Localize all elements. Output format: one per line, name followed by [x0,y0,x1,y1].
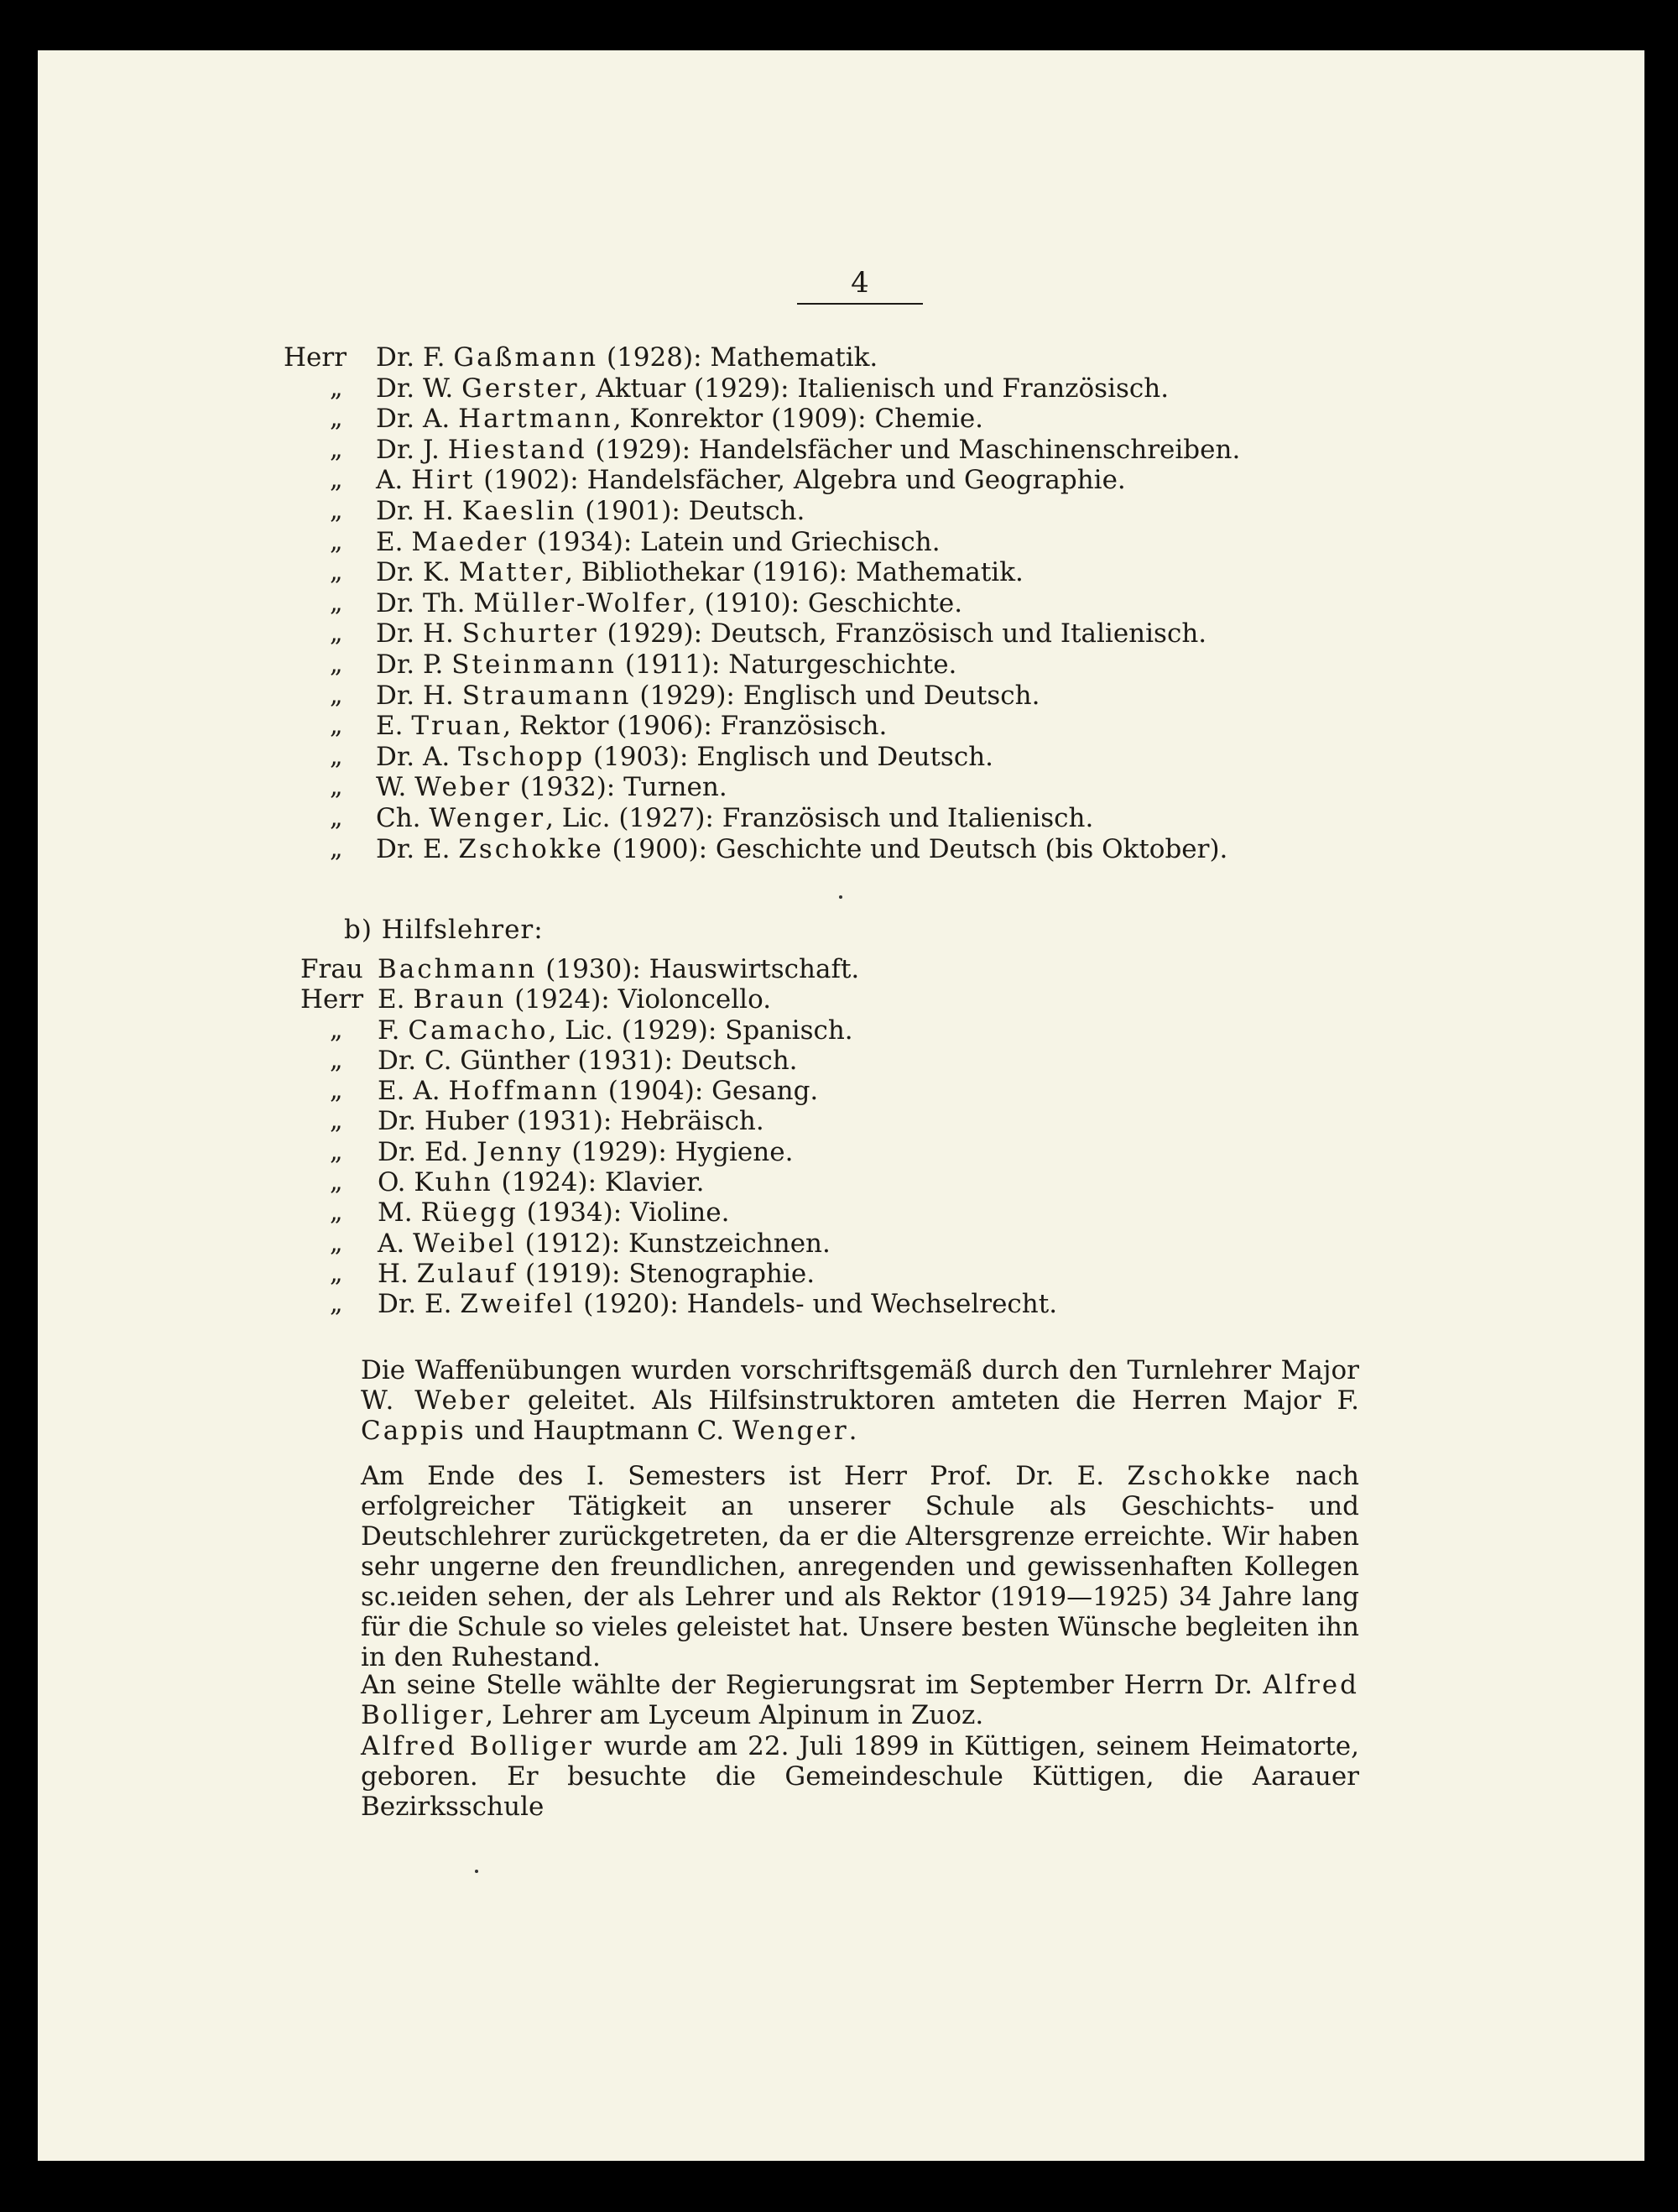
teacher-row [284,618,1374,650]
teacher-entry-text: Dr. K. Matter, Bibliothekar (1916): Mathematik. [376,557,1024,588]
title-prefix: Herr [300,984,364,1015]
teacher-row [284,742,1374,773]
assistant-teacher-row [300,1046,1307,1076]
ditto-mark: „ [330,373,343,403]
teacher-row [284,711,1374,742]
teacher-entry-text: E. A. Hoffmann (1904): Gesang. [378,1076,819,1107]
paragraph-biography: Alfred Bolliger wurde am 22. Juli 1899 in Küttigen, seinem Heimatorte, geboren. Er besuchte die Gemeindeschule Küttigen, die Aarauer Bezirksschule [361,1731,1359,1822]
assistant-teacher-row [300,1259,1307,1289]
assistant-teacher-row [300,1137,1307,1167]
teacher-entry-text: Dr. Huber (1931): Hebräisch. [378,1106,764,1137]
assistant-teacher-row [300,984,1307,1015]
teacher-row [284,834,1374,865]
assistant-teacher-row [300,1015,1307,1046]
ditto-mark: „ [330,649,343,679]
teacher-entry-text: E. Truan, Rektor (1906): Französisch. [376,711,888,742]
teacher-entry-text: W. Weber (1932): Turnen. [376,772,727,803]
teacher-row [284,435,1374,466]
teacher-entry-text: Dr. W. Gerster, Aktuar (1929): Italienisch und Französisch. [376,373,1170,404]
teacher-entry-text: H. Zulauf (1919): Stenographie. [378,1258,816,1289]
teacher-entry-text: Dr. J. Hiestand (1929): Handelsfächer und Maschinenschreiben. [376,434,1241,465]
teacher-row [284,527,1374,558]
teacher-entry-text: Dr. E. Zweifel (1920): Handels- und Wechselrecht. [378,1289,1058,1320]
ditto-mark: „ [330,1045,343,1075]
teacher-entry-text: Dr. H. Schurter (1929): Deutsch, Französisch und Italienisch. [376,618,1207,650]
ditto-mark: „ [330,526,343,556]
teacher-row [284,681,1374,712]
teacher-entry-text: Ch. Wenger, Lic. (1927): Französisch und Italienisch. [376,802,1094,833]
ditto-mark: „ [330,434,343,464]
teacher-row [284,373,1374,404]
ditto-mark: „ [330,1228,343,1258]
ditto-mark: „ [330,1076,343,1106]
teacher-entry-text: M. Rüegg (1934): Violine. [378,1197,730,1229]
title-prefix: Herr [284,342,347,373]
ditto-mark: „ [330,495,343,525]
teacher-entry-text: O. Kuhn (1924): Klavier. [378,1167,705,1198]
ditto-mark: „ [330,1197,343,1228]
ditto-mark: „ [330,680,343,710]
teacher-row [284,803,1374,834]
ditto-mark: „ [330,404,343,434]
page-number-rule [797,303,923,305]
page-number: 4 [851,266,869,300]
assistant-teacher-row [300,954,1307,984]
ditto-mark: „ [330,587,343,618]
teacher-entry-text: F. Camacho, Lic. (1929): Spanisch. [378,1015,853,1046]
assistant-teacher-row [300,1289,1307,1319]
teacher-row [284,772,1374,803]
teacher-entry-text: Dr. H. Kaeslin (1901): Deutsch. [376,495,805,526]
paragraph-successor: An seine Stelle wählte der Regierungsrat im September Herrn Dr. Alfred Bolliger, Lehrer am Lyceum Alpinum in Zuoz. [361,1670,1359,1730]
assistant-teacher-row [300,1197,1307,1228]
teacher-entry-text: Dr. P. Steinmann (1911): Naturgeschichte. [376,649,957,680]
ditto-mark: „ [330,557,343,587]
teacher-entry-text: Dr. Ed. Jenny (1929): Hygiene. [378,1136,794,1167]
ditto-mark: „ [330,465,343,495]
teacher-row [284,588,1374,619]
assistant-teacher-row [300,1106,1307,1136]
teacher-row [284,404,1374,435]
teacher-row [284,557,1374,588]
ditto-mark: „ [330,741,343,771]
ditto-mark: „ [330,711,343,741]
teacher-entry-text: Dr. A. Tschopp (1903): Englisch und Deutsch. [376,741,994,772]
main-teacher-list [284,342,1374,864]
teacher-entry-text: E. Braun (1924): Violoncello. [378,984,772,1015]
teacher-entry-text: Bachmann (1930): Hauswirtschaft. [378,954,860,984]
ditto-mark: „ [330,1136,343,1166]
teacher-entry-text: Dr. Th. Müller-Wolfer, (1910): Geschichte. [376,587,963,618]
ditto-mark: „ [330,772,343,802]
teacher-entry-text: A. Hirt (1902): Handelsfächer, Algebra und Geographie. [376,465,1126,496]
ditto-mark: „ [330,1167,343,1197]
print-speck [475,1870,478,1873]
ditto-mark: „ [330,1289,343,1319]
assistant-teacher-row [300,1229,1307,1259]
ditto-mark: „ [330,1106,343,1136]
teacher-entry-text: Dr. A. Hartmann, Konrektor (1909): Chemie. [376,404,984,435]
assistant-teacher-row [300,1076,1307,1106]
teacher-entry-text: Dr. F. Gaßmann (1928): Mathematik. [376,342,878,373]
assistant-teacher-list [300,954,1307,1320]
teacher-entry-text: Dr. C. Günther (1931): Deutsch. [378,1045,798,1076]
teacher-entry-text: E. Maeder (1934): Latein und Griechisch. [376,526,941,557]
ditto-mark: „ [330,833,343,863]
title-prefix: Frau [300,954,363,984]
ditto-mark: „ [330,802,343,832]
ditto-mark: „ [330,1015,343,1045]
teacher-row [284,650,1374,681]
assistant-teachers-heading: b) Hilfslehrer: [344,915,544,945]
ditto-mark: „ [330,618,343,649]
ditto-mark: „ [330,1258,343,1288]
teacher-row [284,342,1374,373]
teacher-entry-text: Dr. E. Zschokke (1900): Geschichte und Deutsch (bis Oktober). [376,833,1228,864]
teacher-entry-text: A. Weibel (1912): Kunstzeichnen. [378,1228,831,1259]
assistant-teacher-row [300,1167,1307,1197]
teacher-row [284,496,1374,527]
teacher-entry-text: Dr. H. Straumann (1929): Englisch und Deutsch. [376,680,1040,711]
paragraph-retirement: Am Ende des I. Semesters ist Herr Prof. Dr. E. Zschokke nach erfolgreicher Tätigkeit an unserer Schule als Geschichts- und Deutschlehrer zurückgetreten, da er die Altersgrenze erreichte. Wir haben sehr ungerne den freundlichen, anregenden und gewissenhaften Kollegen sc.ıeiden sehen, der als Lehrer und als Rektor (1919—1925) 34 Jahre lang für die Schule so vieles geleistet hat. Unsere besten Wünsche begleiten ihn in den Ruhestand. [361,1461,1359,1672]
teacher-row [284,465,1374,496]
paragraph-military-exercises: Die Waffenübungen wurden vorschriftsgemäß durch den Turnlehrer Major W. Weber geleitet. Als Hilfsinstruktoren amteten die Herren Major F. Cappis und Hauptmann C. Wenger. [361,1355,1359,1446]
print-speck [839,895,842,899]
